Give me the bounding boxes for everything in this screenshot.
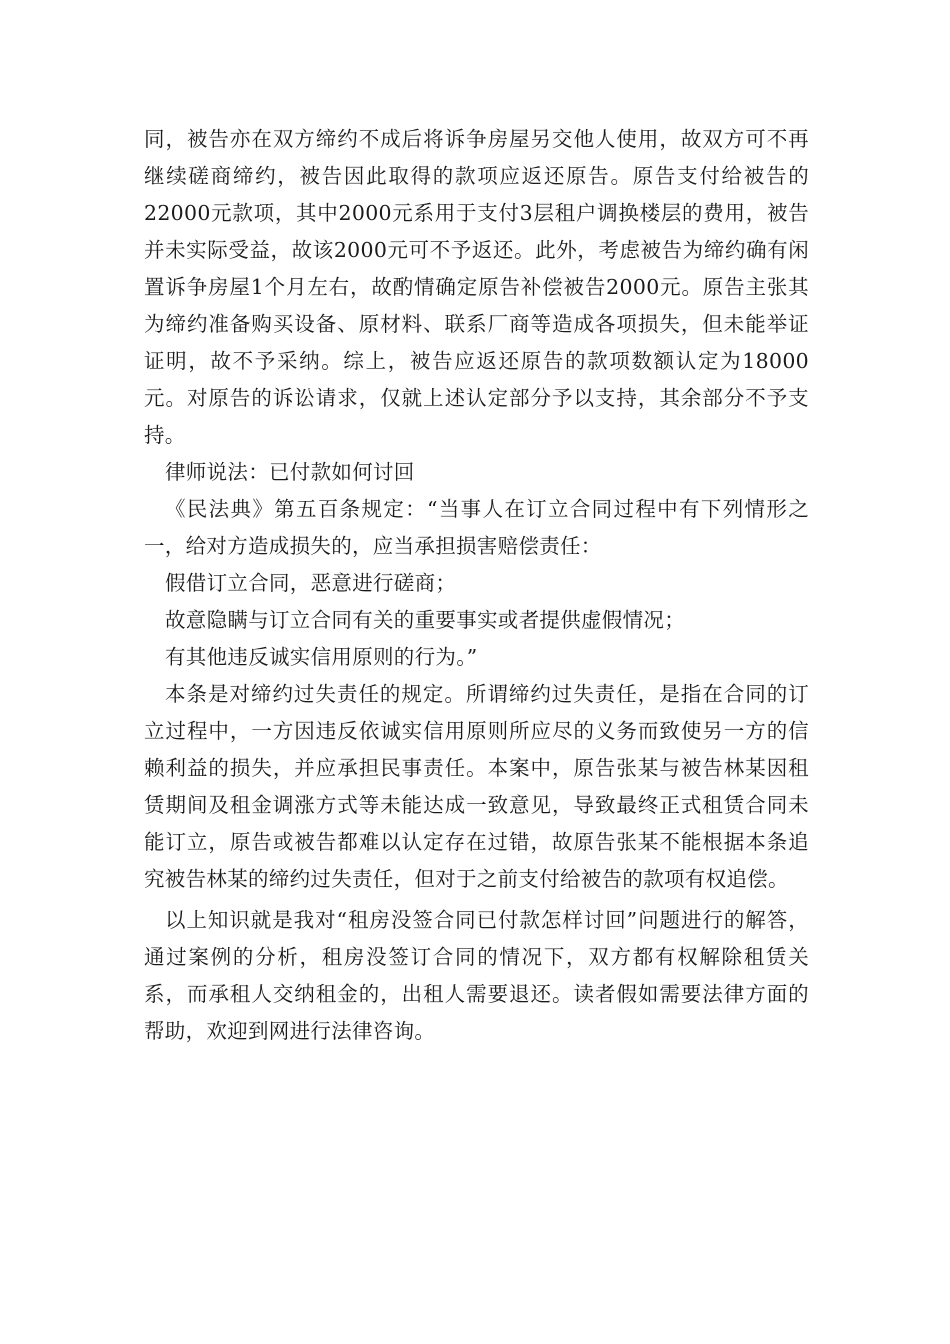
paragraph-judgment-continued: 同，被告亦在双方缔约不成后将诉争房屋另交他人使用，故双方可不再继续磋商缔约，被告因此取得的款项应返还原告。原告支付给被告的22000元款项，其中2000元系用于支付3层租户调换楼层的费用，被告并未实际受益，故该2000元可不予返还。此外，考虑被告为缔约确有闲置诉争房屋1个月左右，故酌情确定原告补偿被告2000元。原告主张其为缔约准备购买设备、原材料、联系厂商等造成各项损失，但未能举证证明，故不予采纳。综上，被告应返还原告的款项数额认定为18000元。对原告的诉讼请求，仅就上述认定部分予以支持，其余部分不予支持。 [144,127,809,447]
paragraph-civil-code-quote: 《民法典》第五百条规定：“当事人在订立合同过程中有下列情形之一，给对方造成损失的，应当承担损害赔偿责任： [144,497,809,558]
paragraph-liability-explanation: 本条是对缔约过失责任的规定。所谓缔约过失责任，是指在合同的订立过程中，一方因违反依诚实信用原则所应尽的义务而致使另一方的信赖利益的损失，并应承担民事责任。本案中，原告张某与被告林某因租赁期间及租金调涨方式等未能达成一致意见，导致最终正式租赁合同未能订立，原告或被告都难以认定存在过错，故原告张某不能根据本条追究被告林某的缔约过失责任，但对于之前支付给被告的款项有权追偿。 [144,682,809,891]
section-heading-lawyer: 律师说法：已付款如何讨回 [165,460,415,484]
list-item-clause-1: 假借订立合同，恶意进行磋商； [165,571,457,595]
document-body [144,121,809,1050]
paragraph-conclusion: 以上知识就是我对“租房没签合同已付款怎样讨回”问题进行的解答，通过案例的分析，租房没签订合同的情况下，双方都有权解除租赁关系，而承租人交纳租金的，出租人需要退还。读者假如需要法律方面的帮助，欢迎到网进行法律咨询。 [144,908,809,1043]
list-item-clause-3: 有其他违反诚实信用原则的行为。” [165,645,478,669]
list-item-clause-2: 故意隐瞒与订立合同有关的重要事实或者提供虚假情况； [165,608,685,632]
